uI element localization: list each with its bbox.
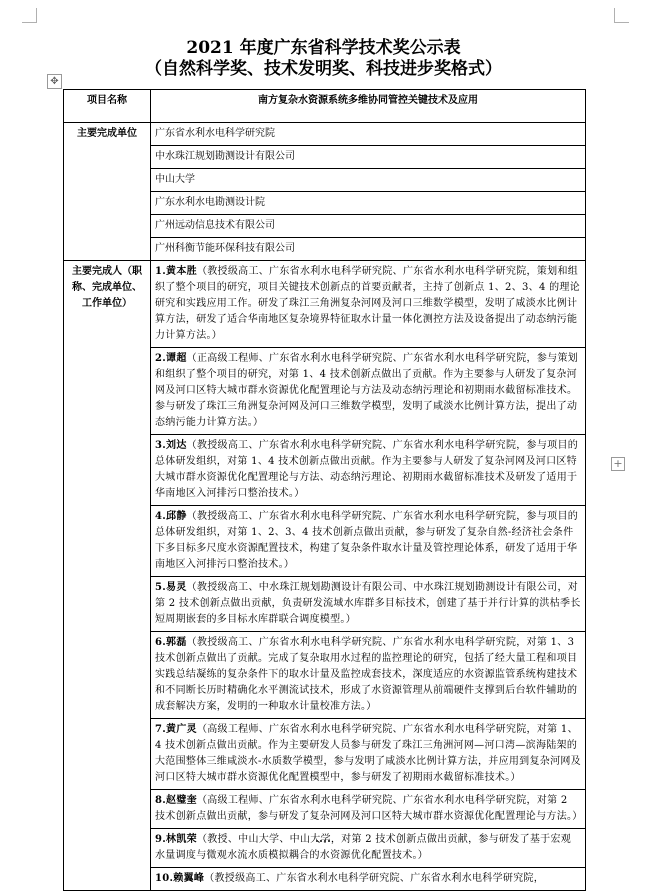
- person-description: （教授、中山大学、中山大学，对第 2 技术创新点做出贡献，参与研发了基于宏观水量调度与微观水流水质模拟耦合的水资源优化配置技术。）: [155, 834, 572, 861]
- person-entry: [151, 829, 586, 868]
- person-description: （高级工程师、广东省水利水电科学研究院、广东省水利水电科学研究院，对第 2 技术创新点做出贡献，参与研发了复杂河网及河口区特大城市群水资源优化配置理论与方法。）: [155, 795, 583, 822]
- add-row-plus-icon[interactable]: +: [611, 457, 625, 471]
- project-row: [64, 90, 586, 123]
- person-description: （教授级高工、广东省水利水电科学研究院、广东省水利水电科学研究院，: [204, 873, 545, 884]
- unit-item: 广东省水利水电科学研究院: [151, 123, 586, 146]
- person-name: 2.谭超: [155, 353, 187, 364]
- project-name-value: 南方复杂水资源系统多维协同管控关键技术及应用: [151, 90, 586, 123]
- person-name: 4.邱静: [155, 511, 187, 522]
- units-label: 主要完成单位: [64, 123, 151, 261]
- person-name: 1.黄本胜: [155, 266, 197, 277]
- person-name: 6.郭磊: [155, 637, 187, 648]
- unit-row: [64, 123, 586, 146]
- person-description: （高级工程师、广东省水利水电科学研究院、广东省水利水电科学研究院，对第 1、4 技术创新点做出贡献。作为主要研发人员参与研发了珠江三角洲河网—河口湾—滨海陆架的大范围整体三维咸淡水-水质数学模型，参与发明了咸淡水比例计算方法，并应用到复杂河网及河口区特大城市群水资源优化配置模型中，参与研发了初期雨水截留标准技术。）: [155, 724, 581, 783]
- person-name: 5.易灵: [155, 582, 187, 593]
- page-corner-mark-top-right: [614, 8, 629, 23]
- text-cursor-mark: [316, 840, 330, 845]
- person-name: 7.黄广灵: [155, 724, 197, 735]
- person-name: 10.赖翼峰: [155, 873, 205, 884]
- document-subtitle: （自然科学奖、技术发明奖、科技进步奖格式）: [145, 59, 502, 79]
- person-name: 8.赵璧奎: [155, 795, 197, 806]
- person-description: （教授级高工、广东省水利水电科学研究院、广东省水利水电科学研究院，参与项目的总体研发组织，对第 1、4 技术创新点做出贡献。作为主要参与人研发了复杂河网及河口区特大城市群水资源优化配置理论与方法、动态纳污理论、初期雨水截留标准技术及研发了适用于华南地区入河排污口整治技术。）: [155, 440, 579, 499]
- person-entry: [151, 790, 586, 829]
- table-viewport: [63, 89, 585, 884]
- person-description: （教授级高工、广东省水利水电科学研究院、广东省水利水电科学研究院，策划和组织了整个项目的研究，项目关键技术创新点的首要贡献者，主持了创新点 1、2、3、4 的理论研究和实践应用工作。研发了珠江三角洲复杂河网及河口三维数学模型，发明了咸淡水比例计算方法，研发了适合华南地区复杂境界特征取水计量一体化测控方法及设备提出了动态纳污能力计算方法。）: [155, 266, 581, 341]
- person-description: （教授级高工、广东省水利水电科学研究院、广东省水利水电科学研究院，对第 1、3 技术创新点做出了贡献。完成了复杂取用水过程的监控理论的研究，包括了经大量工程和项目实践总结凝练的复杂条件下的取水计量及监控成套技术，深度适应的水资源监管系统构建技术和不同断长历时精确化水平测流试技术，形成了水资源管理从前端硬件支撑到后台软件辅助的成套解决方案，发明的一种取水计量校准方法。）: [155, 637, 578, 712]
- unit-item: 广州科衡节能环保科技有限公司: [151, 238, 586, 261]
- person-name: 3.刘达: [155, 440, 187, 451]
- person-entry: [151, 435, 586, 506]
- person-entry: [151, 868, 586, 891]
- person-description: （教授级高工、中水珠江规划勘测设计有限公司、中水珠江规划勘测设计有限公司，对第 2 技术创新点做出贡献，负责研发流域水库群多目标技术，创建了基于并行计算的洪枯季长短周期嵌套的多目标水库群联合调度模型。）: [155, 582, 581, 625]
- person-entry: [151, 577, 586, 632]
- person-entry: [151, 261, 586, 348]
- award-table: [63, 89, 586, 891]
- person-description: （教授级高工、广东省水利水电科学研究院、广东省水利水电科学研究院，参与项目的总体研发组织，对第 1、2、3、4 技术创新点做出贡献，参与研发了复杂自然-经济社会条件下多目标多尺度水资源配置技术，构建了复杂条件取水计量及管控理论体系，研发了适用于华南地区入河排污口整治技术。）: [155, 511, 579, 570]
- person-entry: [151, 506, 586, 577]
- person-entry: [151, 719, 586, 790]
- table-move-handle-icon[interactable]: ✥: [47, 74, 62, 89]
- unit-item: 广州远动信息技术有限公司: [151, 215, 586, 238]
- person-description: （正高级工程师、广东省水利水电科学研究院、广东省水利水电科学研究院，参与策划和组织了整个项目的研究，对第 1、4 技术创新点做出了贡献。作为主要参与人研发了复杂河网及河口区特大城市群水资源优化配置理论与方法及动态纳污理论和初期雨水截留标准技术。参与研发了珠江三角洲复杂河网及河口三维数学模型，发明了咸淡水比例计算方法，提出了动态纳污能力计算方法。）: [155, 353, 579, 428]
- document-title: 2021 年度广东省科学技术奖公示表: [186, 38, 461, 58]
- page-corner-mark-top-left: [22, 8, 37, 23]
- person-row: [64, 261, 586, 348]
- people-label: 主要完成人（职称、完成单位、工作单位）: [64, 261, 151, 891]
- person-entry: [151, 348, 586, 435]
- unit-item: 中山大学: [151, 169, 586, 192]
- person-entry: [151, 632, 586, 719]
- person-name: 9.林凯荣: [155, 834, 197, 845]
- project-name-label: 项目名称: [64, 90, 151, 123]
- unit-item: 中水珠江规划勘测设计有限公司: [151, 146, 586, 169]
- unit-item: 广东水利水电勘测设计院: [151, 192, 586, 215]
